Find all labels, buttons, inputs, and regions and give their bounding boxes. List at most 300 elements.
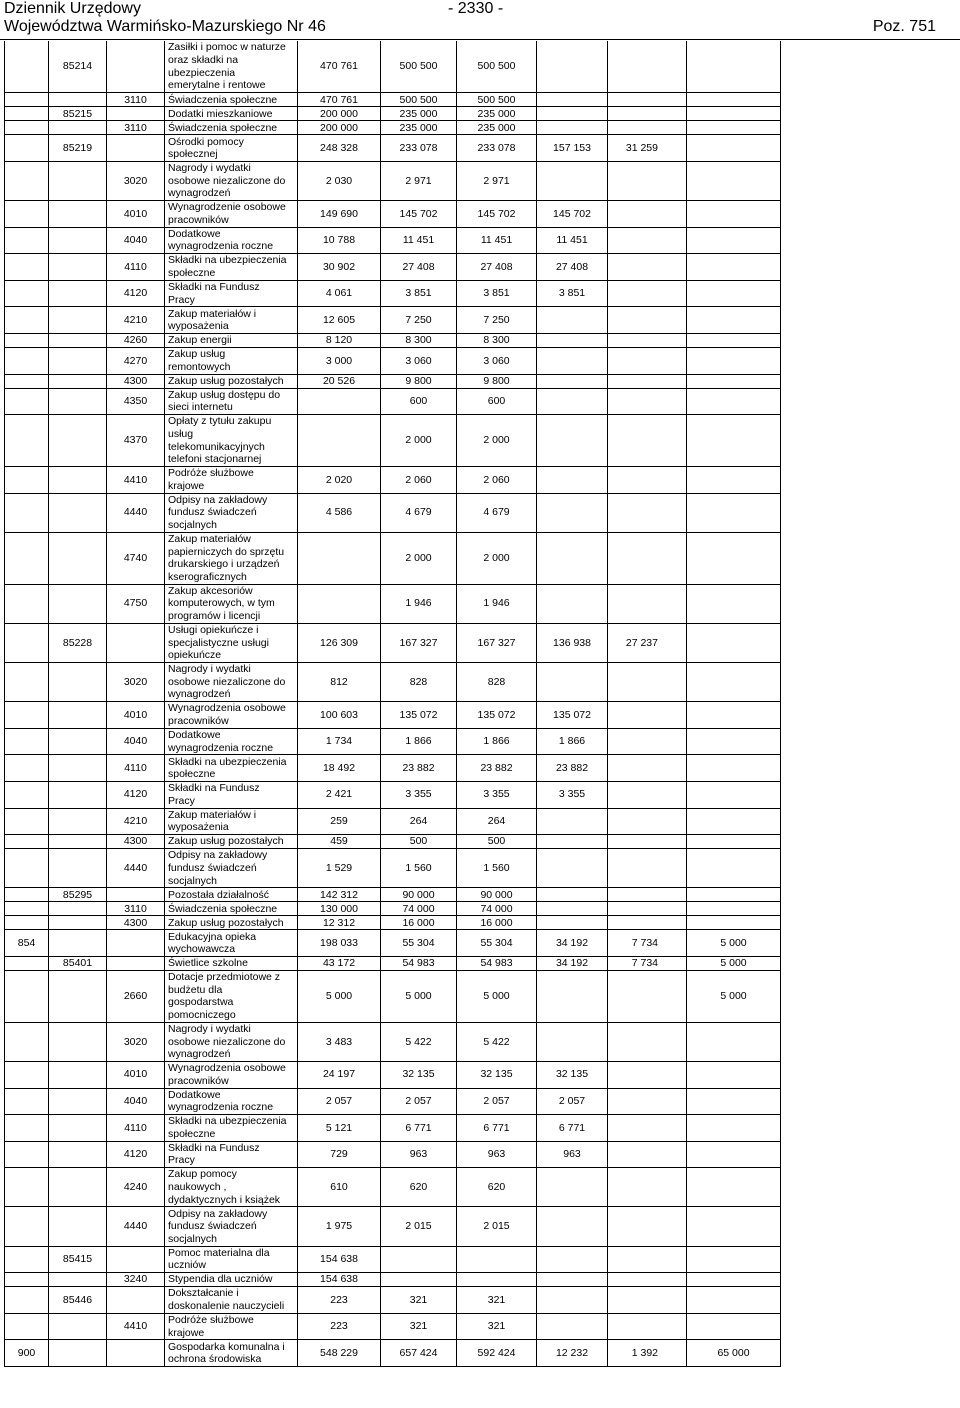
description-cell: [165, 1273, 298, 1287]
value-cell: [687, 388, 781, 415]
value-cell: [381, 1273, 457, 1287]
description-line: Świadczenia społeczne: [168, 121, 278, 134]
description-line: Edukacyjna opieka: [168, 930, 257, 943]
value-cell: 20 526: [298, 374, 381, 388]
description-cell: [165, 415, 298, 467]
rozdzial-cell: [49, 1340, 107, 1367]
value-cell: [608, 93, 687, 107]
value-cell: [537, 93, 608, 107]
rozdzial-cell: [49, 849, 107, 888]
description-cell: [165, 1340, 298, 1367]
rozdzial-cell: [49, 1273, 107, 1287]
value-cell: [608, 493, 687, 532]
description-line: usług: [168, 428, 194, 441]
value-cell: [687, 623, 781, 662]
dzial-cell: [5, 835, 49, 849]
value-cell: [687, 254, 781, 281]
value-cell: 2 971: [457, 161, 537, 200]
value-cell: 828: [457, 662, 537, 701]
dzial-cell: [5, 1273, 49, 1287]
description-line: Zakup materiałów i: [168, 808, 257, 821]
value-cell: 500 500: [381, 93, 457, 107]
dzial-cell: [5, 956, 49, 970]
value-cell: 1 946: [381, 584, 457, 623]
description-cell: [165, 702, 298, 729]
dzial-cell: [5, 662, 49, 701]
dzial-cell: [5, 307, 49, 334]
table-row: [5, 388, 781, 415]
value-cell: [608, 1287, 687, 1314]
rozdzial-cell: [49, 916, 107, 930]
description-line: papierniczych do sprzętu: [168, 545, 285, 558]
description-line: pomocniczego: [168, 1008, 236, 1021]
paragraf-cell: 4410: [107, 1313, 165, 1340]
description-line: Świadczenia społeczne: [168, 93, 278, 106]
value-cell: 8 120: [298, 334, 381, 348]
value-cell: [687, 888, 781, 902]
value-cell: [537, 388, 608, 415]
value-cell: 4 586: [298, 493, 381, 532]
paragraf-cell: 4120: [107, 280, 165, 307]
table-row: [5, 1207, 781, 1246]
description-cell: [165, 493, 298, 532]
value-cell: 5 000: [381, 970, 457, 1022]
value-cell: 4 061: [298, 280, 381, 307]
value-cell: 500 500: [457, 93, 537, 107]
dzial-cell: [5, 755, 49, 782]
description-cell: [165, 348, 298, 375]
description-cell: [165, 835, 298, 849]
value-cell: 3 355: [537, 781, 608, 808]
value-cell: [687, 728, 781, 755]
paragraf-cell: [107, 1287, 165, 1314]
description-line: Zakup usług pozostałych: [168, 835, 284, 848]
dzial-cell: [5, 584, 49, 623]
value-cell: 500 500: [381, 41, 457, 93]
description-line: Zakup usług pozostałych: [168, 916, 284, 929]
description-cell: [165, 93, 298, 107]
dzial-cell: [5, 161, 49, 200]
value-cell: 729: [298, 1141, 381, 1168]
description-line: Świetlice szkolne: [168, 957, 248, 970]
value-cell: 235 000: [381, 107, 457, 121]
value-cell: 1 529: [298, 849, 381, 888]
description-cell: [165, 388, 298, 415]
value-cell: 10 788: [298, 227, 381, 254]
dzial-cell: [5, 916, 49, 930]
value-cell: 5 121: [298, 1115, 381, 1142]
value-cell: 828: [381, 662, 457, 701]
value-cell: 657 424: [381, 1340, 457, 1367]
value-cell: [687, 107, 781, 121]
description-line: pracowników: [168, 213, 229, 226]
value-cell: 223: [298, 1287, 381, 1314]
value-cell: [608, 781, 687, 808]
value-cell: [687, 702, 781, 729]
value-cell: 11 451: [381, 227, 457, 254]
paragraf-cell: [107, 956, 165, 970]
description-line: Pozostała działalność: [168, 888, 269, 901]
description-line: Nagrody i wydatki: [168, 162, 251, 175]
value-cell: [608, 41, 687, 93]
table-row: [5, 307, 781, 334]
table-row: [5, 1273, 781, 1287]
dzial-cell: 854: [5, 930, 49, 957]
table-row: [5, 1313, 781, 1340]
value-cell: 2 020: [298, 467, 381, 494]
description-line: fundusz świadczeń: [168, 506, 257, 519]
description-line: naukowych ,: [168, 1181, 227, 1194]
value-cell: [608, 916, 687, 930]
table-row: [5, 348, 781, 375]
header-rule: [0, 39, 960, 40]
description-cell: [165, 532, 298, 584]
description-line: drukarskiego i urządzeń: [168, 558, 280, 571]
description-line: osobowe niezaliczone do: [168, 1035, 286, 1048]
paragraf-cell: [107, 623, 165, 662]
value-cell: 500 500: [457, 41, 537, 93]
description-line: Dodatki mieszkaniowe: [168, 107, 273, 120]
value-cell: [537, 161, 608, 200]
value-cell: [537, 849, 608, 888]
table-row: [5, 107, 781, 121]
value-cell: 55 304: [381, 930, 457, 957]
dzial-cell: [5, 1141, 49, 1168]
paragraf-cell: [107, 41, 165, 93]
value-cell: [537, 1273, 608, 1287]
value-cell: 2 971: [381, 161, 457, 200]
value-cell: [687, 1088, 781, 1115]
value-cell: 5 422: [381, 1022, 457, 1061]
description-cell: [165, 1207, 298, 1246]
value-cell: 167 327: [457, 623, 537, 662]
table-row: [5, 161, 781, 200]
value-cell: [608, 467, 687, 494]
value-cell: 6 771: [537, 1115, 608, 1142]
dzial-cell: [5, 781, 49, 808]
paragraf-cell: 4270: [107, 348, 165, 375]
value-cell: 2 057: [457, 1088, 537, 1115]
value-cell: 235 000: [457, 121, 537, 135]
value-cell: 620: [457, 1168, 537, 1207]
value-cell: 27 408: [537, 254, 608, 281]
value-cell: 3 355: [381, 781, 457, 808]
rozdzial-cell: [49, 254, 107, 281]
table-row: [5, 930, 781, 957]
value-cell: [608, 702, 687, 729]
description-line: społecznej: [168, 148, 218, 161]
dzial-cell: [5, 1115, 49, 1142]
description-line: oraz składki na: [168, 54, 239, 67]
value-cell: [608, 1246, 687, 1273]
paragraf-cell: [107, 930, 165, 957]
description-cell: [165, 374, 298, 388]
description-line: Dotacje przedmiotowe z: [168, 971, 281, 984]
paragraf-cell: [107, 135, 165, 162]
value-cell: 6 771: [457, 1115, 537, 1142]
rozdzial-cell: [49, 970, 107, 1022]
paragraf-cell: 3110: [107, 902, 165, 916]
description-cell: [165, 781, 298, 808]
value-cell: [608, 1061, 687, 1088]
rozdzial-cell: [49, 1313, 107, 1340]
value-cell: 90 000: [381, 888, 457, 902]
value-cell: 3 060: [381, 348, 457, 375]
value-cell: [537, 902, 608, 916]
value-cell: 592 424: [457, 1340, 537, 1367]
rozdzial-cell: 85295: [49, 888, 107, 902]
description-line: wyposażenia: [168, 320, 229, 333]
description-line: socjalnych: [168, 519, 218, 532]
description-cell: [165, 930, 298, 957]
description-line: Ośrodki pomocy: [168, 135, 244, 148]
description-line: ochrona środowiska: [168, 1353, 262, 1366]
paragraf-cell: 4120: [107, 781, 165, 808]
rozdzial-cell: [49, 280, 107, 307]
value-cell: 145 702: [381, 201, 457, 228]
dzial-cell: [5, 107, 49, 121]
rozdzial-cell: [49, 781, 107, 808]
value-cell: [687, 374, 781, 388]
paragraf-cell: [107, 1246, 165, 1273]
description-line: emerytalne i rentowe: [168, 79, 266, 92]
description-cell: [165, 1168, 298, 1207]
rozdzial-cell: [49, 702, 107, 729]
rozdzial-cell: [49, 1088, 107, 1115]
value-cell: [608, 1313, 687, 1340]
description-line: telefoni stacjonarnej: [168, 453, 262, 466]
description-cell: [165, 1088, 298, 1115]
dzial-cell: [5, 1313, 49, 1340]
value-cell: [687, 1022, 781, 1061]
description-cell: [165, 307, 298, 334]
value-cell: 12 605: [298, 307, 381, 334]
value-cell: [537, 348, 608, 375]
value-cell: 23 882: [381, 755, 457, 782]
value-cell: 2 421: [298, 781, 381, 808]
value-cell: [608, 584, 687, 623]
value-cell: [537, 467, 608, 494]
description-line: Składki na Fundusz: [168, 1141, 260, 1154]
value-cell: [687, 1061, 781, 1088]
value-cell: [687, 808, 781, 835]
description-line: pracowników: [168, 714, 229, 727]
rozdzial-cell: 85219: [49, 135, 107, 162]
value-cell: 470 761: [298, 41, 381, 93]
description-cell: [165, 41, 298, 93]
value-cell: [687, 662, 781, 701]
rozdzial-cell: [49, 835, 107, 849]
budget-table: [4, 41, 781, 1367]
value-cell: 5 000: [687, 970, 781, 1022]
description-line: wynagrodzenia roczne: [168, 741, 274, 754]
value-cell: [608, 280, 687, 307]
value-cell: 5 000: [457, 970, 537, 1022]
value-cell: [537, 374, 608, 388]
paragraf-cell: 4040: [107, 227, 165, 254]
value-cell: [687, 584, 781, 623]
description-line: osobowe niezaliczone do: [168, 675, 286, 688]
value-cell: [537, 334, 608, 348]
description-line: Pracy: [168, 293, 195, 306]
description-line: Składki na ubezpieczenia: [168, 755, 287, 768]
value-cell: [687, 1141, 781, 1168]
value-cell: 31 259: [608, 135, 687, 162]
value-cell: 74 000: [381, 902, 457, 916]
paragraf-cell: 3020: [107, 662, 165, 701]
value-cell: [608, 1115, 687, 1142]
description-line: fundusz świadczeń: [168, 861, 257, 874]
value-cell: [608, 1088, 687, 1115]
value-cell: [608, 107, 687, 121]
value-cell: 3 355: [457, 781, 537, 808]
description-line: Pracy: [168, 794, 195, 807]
value-cell: [608, 415, 687, 467]
dzial-cell: [5, 1246, 49, 1273]
dzial-cell: [5, 280, 49, 307]
description-line: gospodarstwa: [168, 996, 234, 1009]
rozdzial-cell: 85415: [49, 1246, 107, 1273]
rozdzial-cell: [49, 201, 107, 228]
description-cell: [165, 1115, 298, 1142]
value-cell: 233 078: [381, 135, 457, 162]
value-cell: 23 882: [537, 755, 608, 782]
value-cell: [687, 1115, 781, 1142]
description-line: wynagrodzenia roczne: [168, 240, 274, 253]
value-cell: [687, 755, 781, 782]
value-cell: 1 560: [457, 849, 537, 888]
description-line: Dodatkowe: [168, 728, 221, 741]
value-cell: [608, 201, 687, 228]
description-cell: [165, 280, 298, 307]
value-cell: [608, 348, 687, 375]
description-line: Składki na Fundusz: [168, 281, 260, 294]
paragraf-cell: 4350: [107, 388, 165, 415]
description-cell: [165, 1246, 298, 1273]
rozdzial-cell: [49, 930, 107, 957]
description-line: wynagrodzeń: [168, 688, 231, 701]
value-cell: [608, 849, 687, 888]
value-cell: [537, 970, 608, 1022]
table-row: [5, 1141, 781, 1168]
description-line: specjalistyczne usługi: [168, 636, 269, 649]
table-row: [5, 1287, 781, 1314]
paragraf-cell: 4210: [107, 307, 165, 334]
value-cell: [687, 280, 781, 307]
description-cell: [165, 254, 298, 281]
value-cell: 12 312: [298, 916, 381, 930]
value-cell: 2 015: [381, 1207, 457, 1246]
value-cell: [608, 1022, 687, 1061]
description-line: pracowników: [168, 1074, 229, 1087]
value-cell: [687, 334, 781, 348]
table-row: [5, 970, 781, 1022]
description-line: Zakup pomocy: [168, 1168, 237, 1181]
description-line: Zakup energii: [168, 334, 232, 347]
table-row: [5, 728, 781, 755]
dzial-cell: [5, 254, 49, 281]
description-cell: [165, 227, 298, 254]
rozdzial-cell: [49, 334, 107, 348]
value-cell: 963: [537, 1141, 608, 1168]
rozdzial-cell: [49, 755, 107, 782]
value-cell: [537, 121, 608, 135]
table-row: [5, 121, 781, 135]
value-cell: 1 392: [608, 1340, 687, 1367]
value-cell: [687, 467, 781, 494]
value-cell: [687, 121, 781, 135]
dzial-cell: [5, 201, 49, 228]
value-cell: 27 408: [457, 254, 537, 281]
value-cell: 54 983: [457, 956, 537, 970]
description-line: Zakup materiałów i: [168, 307, 257, 320]
table-row: [5, 135, 781, 162]
value-cell: [608, 532, 687, 584]
table-row: [5, 956, 781, 970]
value-cell: 43 172: [298, 956, 381, 970]
value-cell: [608, 161, 687, 200]
dzial-cell: [5, 1061, 49, 1088]
value-cell: 812: [298, 662, 381, 701]
table-row: [5, 1246, 781, 1273]
rozdzial-cell: [49, 227, 107, 254]
rozdzial-cell: [49, 808, 107, 835]
paragraf-cell: 4110: [107, 1115, 165, 1142]
table-row: [5, 623, 781, 662]
value-cell: 11 451: [537, 227, 608, 254]
value-cell: [608, 662, 687, 701]
rozdzial-cell: [49, 662, 107, 701]
table-row: [5, 493, 781, 532]
dzial-cell: [5, 121, 49, 135]
value-cell: 3 483: [298, 1022, 381, 1061]
rozdzial-cell: [49, 532, 107, 584]
paragraf-cell: 3020: [107, 161, 165, 200]
value-cell: 459: [298, 835, 381, 849]
dzial-cell: [5, 227, 49, 254]
value-cell: [687, 307, 781, 334]
description-cell: [165, 584, 298, 623]
paragraf-cell: 3240: [107, 1273, 165, 1287]
description-line: Zakup usług: [168, 348, 226, 361]
value-cell: [608, 1207, 687, 1246]
dzial-cell: [5, 888, 49, 902]
value-cell: [608, 1168, 687, 1207]
paragraf-cell: 4010: [107, 1061, 165, 1088]
description-line: Nagrody i wydatki: [168, 1022, 251, 1035]
value-cell: [537, 835, 608, 849]
description-cell: [165, 956, 298, 970]
value-cell: 2 060: [457, 467, 537, 494]
table-row: [5, 916, 781, 930]
rozdzial-cell: [49, 1115, 107, 1142]
rozdzial-cell: [49, 307, 107, 334]
value-cell: [537, 532, 608, 584]
rozdzial-cell: [49, 902, 107, 916]
rozdzial-cell: [49, 728, 107, 755]
value-cell: 30 902: [298, 254, 381, 281]
value-cell: [687, 532, 781, 584]
value-cell: 4 679: [381, 493, 457, 532]
paragraf-cell: 4210: [107, 808, 165, 835]
table-row: [5, 781, 781, 808]
value-cell: 145 702: [457, 201, 537, 228]
description-cell: [165, 1141, 298, 1168]
paragraf-cell: [107, 107, 165, 121]
value-cell: 154 638: [298, 1246, 381, 1273]
description-line: Zakup materiałów: [168, 533, 251, 546]
value-cell: [537, 1287, 608, 1314]
